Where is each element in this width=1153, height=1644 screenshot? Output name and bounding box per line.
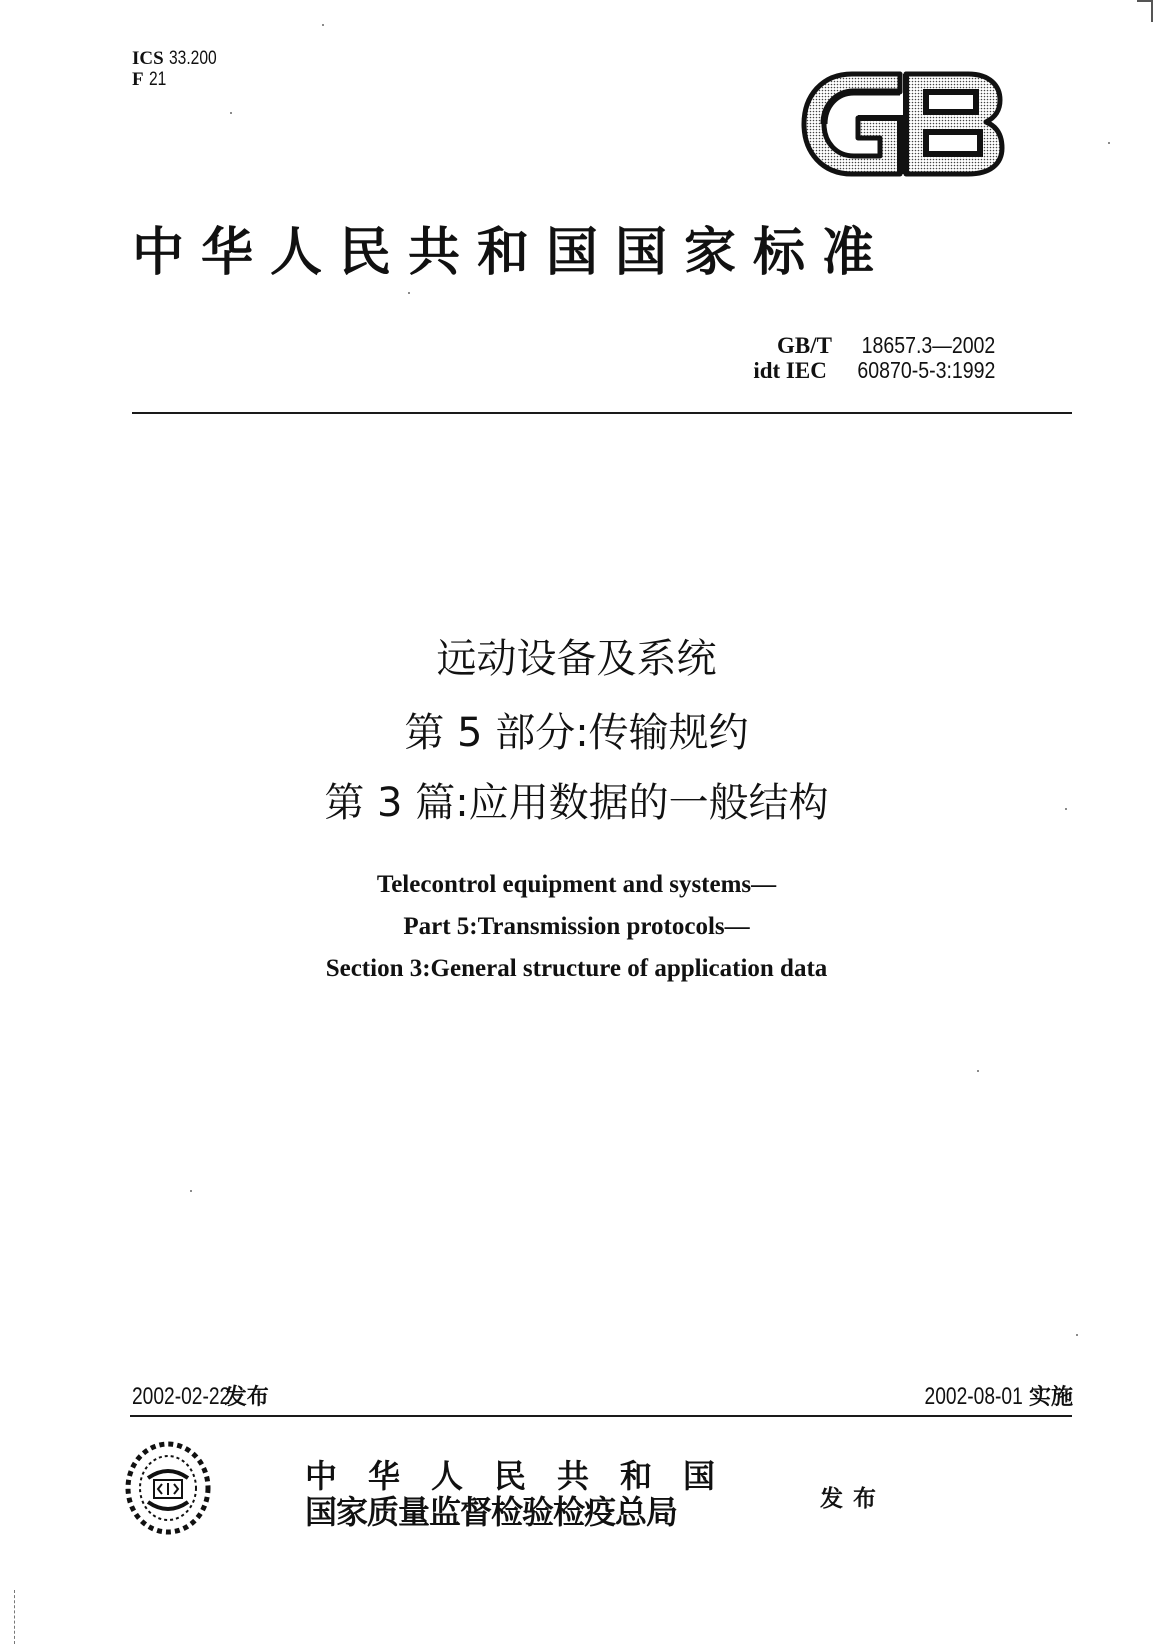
scan-speck — [1076, 1334, 1078, 1336]
gb-number-label: GB/T — [776, 333, 832, 358]
scan-speck — [1108, 142, 1110, 144]
header-divider — [132, 412, 1072, 414]
title-cn-line-1: 远动设备及系统 — [436, 636, 717, 682]
idt-number-label: idt IEC — [753, 358, 827, 383]
ccs-code — [132, 69, 227, 90]
gb-logo-icon — [800, 68, 1005, 180]
ccs-label: F — [132, 69, 144, 90]
scan-corner-mark — [1137, 0, 1153, 22]
issuer-line-2: 国家质量监督检验检疫总局 — [305, 1493, 678, 1531]
scan-speck — [408, 292, 410, 294]
title-en-line-3: Section 3:General structure of application data — [325, 955, 828, 982]
issue-date-value: 2002-02-22 — [132, 1383, 231, 1410]
title-en-line-2: Part 5:Transmission protocols— — [403, 913, 750, 940]
implementation-date-value: 2002-08-01 — [924, 1383, 1023, 1410]
implementation-date — [924, 1383, 1073, 1412]
national-standard-title: 中华人民共和国国家标准 — [132, 222, 892, 283]
ics-code — [132, 48, 227, 69]
publish-label: 发布 — [820, 1486, 886, 1512]
scan-speck — [977, 1070, 979, 1072]
issuer-line-1: 中华人民共和国 — [305, 1457, 747, 1495]
idt-number-value: 60870-5-3:1992 — [856, 357, 995, 383]
footer-divider — [130, 1415, 1072, 1417]
idt-number — [753, 358, 995, 383]
scan-speck — [322, 24, 324, 26]
scan-edge-mark — [14, 1590, 15, 1644]
implementation-date-suffix: 实施 — [1028, 1385, 1073, 1410]
scan-speck — [230, 112, 232, 114]
national-emblem-icon — [122, 1440, 214, 1536]
ics-value: 33.200 — [168, 48, 217, 69]
ccs-value: 21 — [148, 69, 166, 90]
ics-label: ICS — [132, 48, 164, 69]
issue-date — [132, 1383, 269, 1412]
title-cn-line-2: 第 5 部分:传输规约 — [404, 710, 749, 756]
classification-codes — [132, 48, 227, 90]
standard-number-block — [753, 333, 995, 383]
title-en-line-1: Telecontrol equipment and systems— — [376, 871, 777, 898]
gb-number — [753, 333, 995, 358]
gb-number-value: 18657.3—2002 — [861, 332, 995, 358]
scan-speck — [190, 1190, 192, 1192]
scan-speck — [1065, 808, 1067, 810]
title-cn-line-3: 第 3 篇:应用数据的一般结构 — [324, 780, 829, 826]
issue-date-suffix: 发布 — [224, 1385, 269, 1410]
